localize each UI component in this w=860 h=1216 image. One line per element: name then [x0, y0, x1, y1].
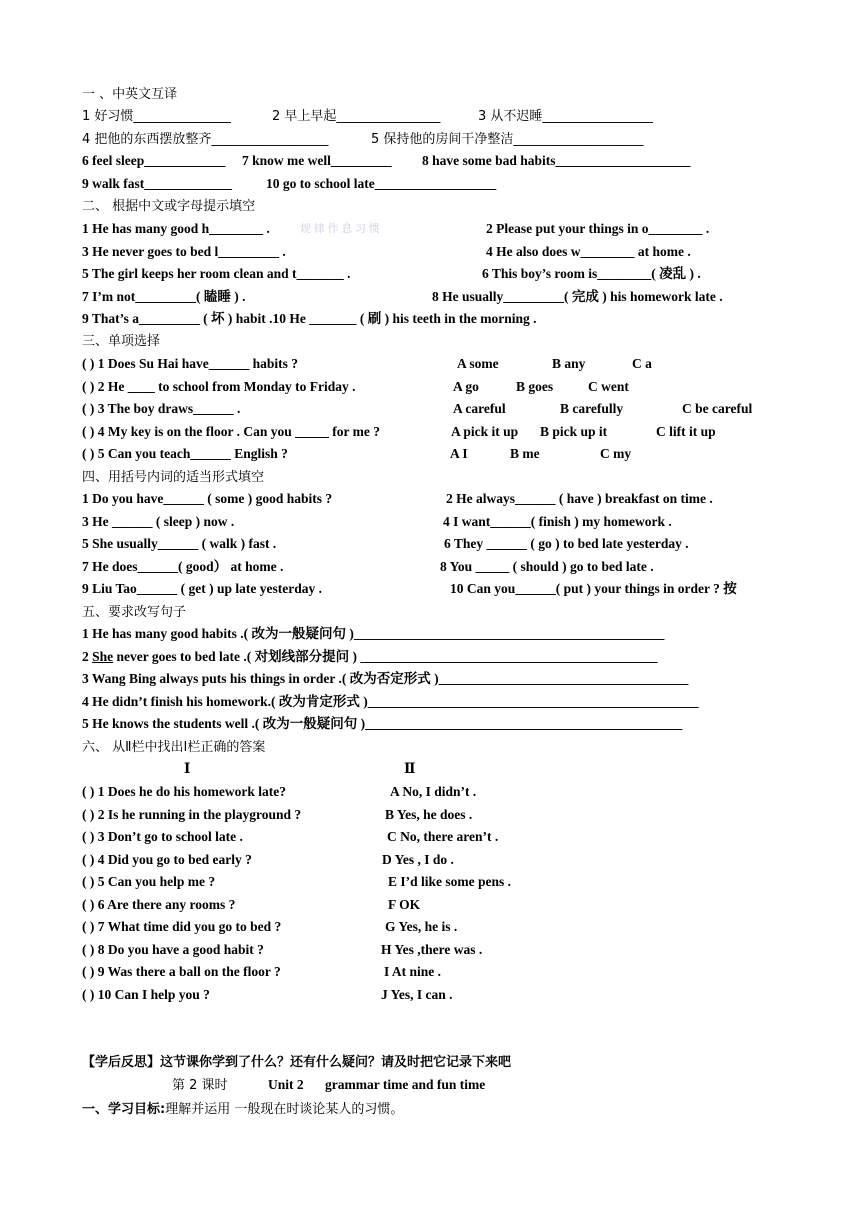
s6-a8: H Yes ,there was . — [381, 942, 483, 957]
s5-q4: 4 He didn’t finish his homework.( 改为肯定形式 )_________________________________________________ — [82, 694, 699, 709]
s1-q2: 2 早上早起________________ — [272, 109, 441, 124]
s2-q4: 4 He also does w________ at home . — [486, 244, 691, 259]
s3-q3: ( ) 3 The boy draws______ . — [82, 401, 241, 416]
s3-q3-b: B carefully — [560, 401, 624, 416]
s4-q10: 10 Can you______( put ) your things in order ? 按 — [450, 581, 737, 596]
underlined-word: She — [92, 649, 114, 664]
s5-q2: 2 She never goes to bed late .( 对划线部分提问 ) ____________________________________________ — [82, 649, 658, 664]
faint-watermark-text: 规 律 作 息 习 惯 — [300, 223, 380, 235]
s1-q3: 3 从不迟睡_________________ — [478, 109, 653, 124]
s3-q4: ( ) 4 My key is on the floor . Can you _____ for me ? — [82, 424, 380, 439]
s6-a2: B Yes, he does . — [385, 807, 473, 822]
reflection-note: 【学后反思】这节课你学到了什么？还有什么疑问？请及时把它记录下来吧 — [82, 1055, 512, 1070]
s1-q5: 5 保持他的房间干净整洁____________________ — [371, 132, 644, 147]
s6-q3: ( ) 3 Don’t go to school late . — [82, 829, 243, 844]
s6-a1: A No, I didn’t . — [390, 784, 477, 799]
s1-q7: 7 know me well_________ — [242, 153, 392, 168]
s4-q2: 2 He always______ ( have ) breakfast on time . — [446, 491, 713, 506]
s6-q2: ( ) 2 Is he running in the playground ? — [82, 807, 302, 822]
s3-q1-c: C a — [632, 356, 652, 371]
s3-q3-a: A careful — [453, 401, 506, 416]
s6-a7: G Yes, he is . — [385, 919, 458, 934]
s2-q6: 6 This boy’s room is________( 凌乱 ) . — [482, 266, 701, 281]
s1-q1: 1 好习惯_______________ — [82, 109, 231, 124]
s5-q1: 1 He has many good habits .( 改为一般疑问句 )______________________________________________ — [82, 626, 665, 641]
s6-q7: ( ) 7 What time did you go to bed ? — [82, 919, 282, 934]
s6-a5: E I’d like some pens . — [388, 874, 512, 889]
s3-q4-b: B pick up it — [540, 424, 608, 439]
s2-q7: 7 I’m not_________( 瞌睡 ) . — [82, 289, 246, 304]
s4-q1: 1 Do you have______ ( some ) good habits ? — [82, 491, 333, 506]
s6-q8: ( ) 8 Do you have a good habit ? — [82, 942, 264, 957]
lesson-period: 第 2 课时 — [172, 1078, 228, 1093]
section3-heading: 三、单项选择 — [82, 334, 161, 349]
s3-q1-a: A some — [457, 356, 499, 371]
s3-q2: ( ) 2 He ____ to school from Monday to Friday . — [82, 379, 356, 394]
s3-q5: ( ) 5 Can you teach______ English ? — [82, 446, 288, 461]
s3-q3-c: C be careful — [682, 401, 753, 416]
s4-q3: 3 He ______ ( sleep ) now . — [82, 514, 235, 529]
s1-q8: 8 have some bad habits____________________ — [422, 153, 691, 168]
section4-heading: 四、用括号内词的适当形式填空 — [82, 470, 265, 485]
s6-a10: J Yes, I can . — [381, 987, 453, 1002]
s3-q4-a: A pick it up — [451, 424, 519, 439]
s2-q9-10: 9 That’s a_________ ( 坏 ) habit .10 He _______ ( 刷 ) his teeth in the morning . — [82, 311, 537, 326]
s3-q4-c: C lift it up — [656, 424, 716, 439]
s2-q8: 8 He usually_________( 完成 ) his homework late . — [432, 289, 723, 304]
s4-q8: 8 You _____ ( should ) go to bed late . — [440, 559, 654, 574]
lesson-topic: grammar time and fun time — [325, 1077, 486, 1092]
s6-q5: ( ) 5 Can you help me ? — [82, 874, 216, 889]
s5-q5: 5 He knows the students well .( 改为一般疑问句 )_______________________________________________ — [82, 716, 683, 731]
s4-q9: 9 Liu Tao______ ( get ) up late yesterday . — [82, 581, 323, 596]
section2-heading: 二、 根据中文或字母提示填空 — [82, 199, 256, 214]
s5-q3: 3 Wang Bing always puts his things in order .( 改为否定形式 )_____________________________________ — [82, 671, 689, 686]
s4-q5: 5 She usually______ ( walk ) fast . — [82, 536, 277, 551]
s2-q1: 1 He has many good h________ . — [82, 221, 270, 236]
s2-q2: 2 Please put your things in o________ . — [486, 221, 710, 236]
s4-q4: 4 I want______( finish ) my homework . — [443, 514, 672, 529]
s1-q9: 9 walk fast_____________ — [82, 176, 233, 191]
s3-q2-c: C went — [588, 379, 629, 394]
column-one-label: Ⅰ — [184, 761, 191, 776]
s1-q6: 6 feel sleep____________ — [82, 153, 226, 168]
s4-q7: 7 He does______( good） at home . — [82, 559, 284, 574]
s6-q6: ( ) 6 Are there any rooms ? — [82, 897, 236, 912]
s3-q2-b: B goes — [516, 379, 554, 394]
s6-q1: ( ) 1 Does he do his homework late? — [82, 784, 286, 799]
section5-heading: 五、要求改写句子 — [82, 605, 187, 620]
s2-q5: 5 The girl keeps her room clean and t_______ . — [82, 266, 351, 281]
s6-a3: C No, there aren’t . — [387, 829, 499, 844]
s1-q4: 4 把他的东西摆放整齐__________________ — [82, 132, 329, 147]
s3-q5-b: B me — [510, 446, 540, 461]
section6-heading: 六、 从Ⅱ栏中找出Ⅰ栏正确的答案 — [82, 740, 266, 755]
s1-q10: 10 go to school late__________________ — [266, 176, 497, 191]
s6-a9: I At nine . — [384, 964, 442, 979]
s3-q5-c: C my — [600, 446, 632, 461]
s6-q9: ( ) 9 Was there a ball on the floor ? — [82, 964, 281, 979]
s3-q1: ( ) 1 Does Su Hai have______ habits ? — [82, 356, 299, 371]
s6-a4: D Yes , I do . — [382, 852, 454, 867]
column-two-label: Ⅱ — [404, 761, 416, 776]
learning-goal: 一、学习目标:理解并运用 一般现在时谈论某人的习惯。 — [82, 1102, 404, 1117]
s6-q4: ( ) 4 Did you go to bed early ? — [82, 852, 252, 867]
section1-heading: 一 、中英文互译 — [82, 87, 178, 102]
s3-q2-a: A go — [453, 379, 479, 394]
s4-q6: 6 They ______ ( go ) to bed late yesterday . — [444, 536, 689, 551]
s3-q1-b: B any — [552, 356, 586, 371]
s6-a6: F OK — [388, 897, 421, 912]
lesson-unit: Unit 2 — [268, 1077, 304, 1092]
s6-q10: ( ) 10 Can I help you ? — [82, 987, 210, 1002]
s2-q3: 3 He never goes to bed l_________ . — [82, 244, 286, 259]
s3-q5-a: A I — [450, 446, 468, 461]
